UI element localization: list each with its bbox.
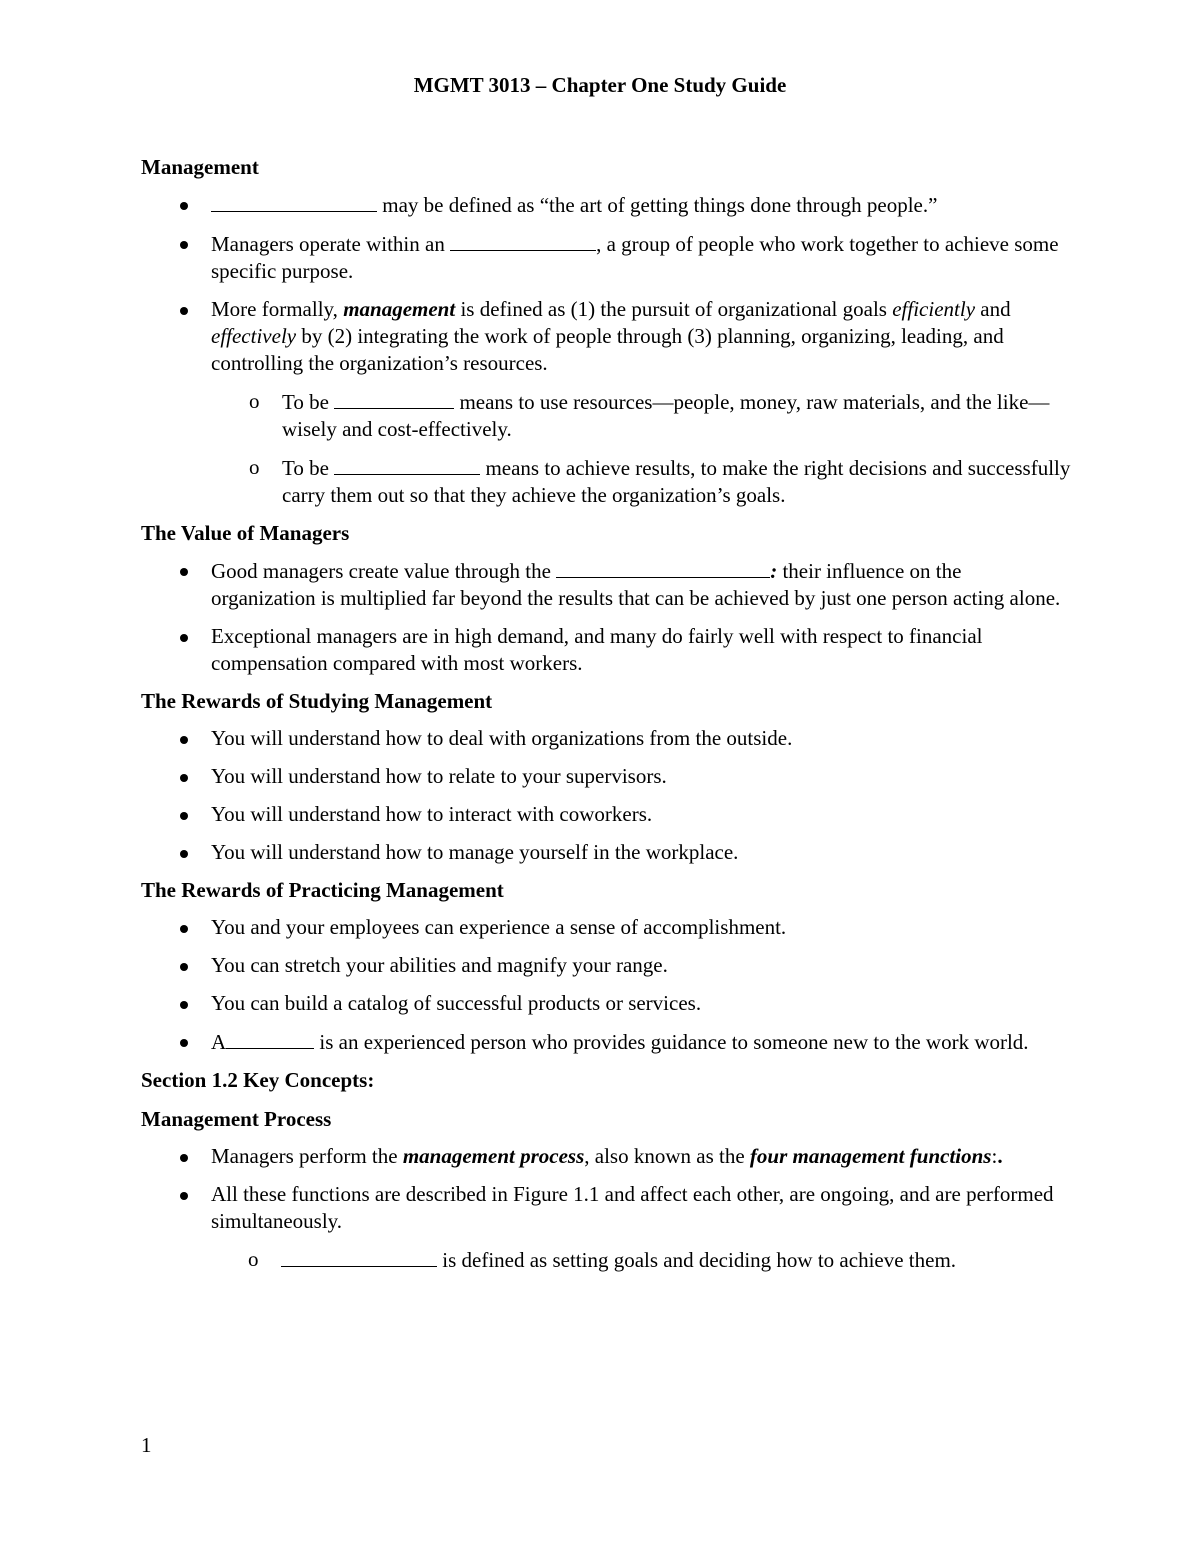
management-list [141,191,1071,509]
list-item: You will understand how to relate to your supervisors. [141,763,1071,790]
list-item: You will understand how to interact with coworkers. [141,801,1071,828]
list-item: You can build a catalog of successful products or services. [141,990,1071,1017]
list-item: You will understand how to manage yourself in the workplace. [141,839,1071,866]
document-title: MGMT 3013 – Chapter One Study Guide [413,73,787,97]
fill-in-blank [281,1246,437,1267]
list-item: Exceptional managers are in high demand, and many do fairly well with respect to financial compensation compared with most workers. [141,623,1071,677]
sub-list-item: o is defined as setting goals and deciding how to achieve them. [141,1246,1071,1274]
value-list [141,557,1071,677]
section-heading-process: Management Process [141,1107,332,1131]
list-item: You will understand how to deal with organizations from the outside. [141,725,1071,752]
studying-list [141,725,1071,866]
list-item: A is an experienced person who provides guidance to someone new to the work world. [141,1028,1071,1056]
section-heading-studying: The Rewards of Studying Management [141,689,493,713]
fill-in-blank [556,557,770,578]
practicing-list [141,914,1071,1056]
fill-in-blank [334,388,454,409]
list-item: Good managers create value through the : their influence on the organization is multiplied far beyond the results that can be achieved by just one person acting alone. [141,557,1071,612]
fill-in-blank [450,230,596,251]
sub-list-item: o To be means to use resources—people, money, raw materials, and the like—wisely and cost-effectively. [211,388,1071,443]
sub-list [211,388,1071,509]
sub-list [211,1246,1071,1274]
fill-in-blank [226,1028,314,1049]
list-item: may be defined as “the art of getting things done through people.” [141,191,1071,219]
page-number: 1 [141,1433,152,1457]
list-item: All these functions are described in Figure 1.1 and affect each other, are ongoing, and are performed simultaneously. o is defined as setting goals and deciding how to achieve them. [141,1181,1071,1274]
section-heading-value: The Value of Managers [141,521,350,545]
fill-in-blank [211,191,377,212]
section-heading-key-concepts: Section 1.2 Key Concepts: [141,1068,375,1092]
list-item: Managers operate within an , a group of people who work together to achieve some specific purpose. [141,230,1071,285]
section-heading-management: Management [141,155,259,179]
process-list [141,1143,1071,1274]
list-item: You and your employees can experience a sense of accomplishment. [141,914,1071,941]
section-heading-practicing: The Rewards of Practicing Management [141,878,504,902]
list-item: You can stretch your abilities and magnify your range. [141,952,1071,979]
document-body [141,154,1071,1285]
fill-in-blank [334,454,480,475]
sub-list-item: o To be means to achieve results, to make the right decisions and successfully carry them out so that they achieve the organization’s goals. [211,454,1071,509]
list-item: Managers perform the management process, also known as the four management functions:. [141,1143,1071,1170]
list-item: More formally, management is defined as (1) the pursuit of organizational goals efficiently and effectively by (2) integrating the work of people through (3) planning, organizing, leading, and controlling the organization’s resources. o To be means to use resources—people, money, raw materials, and the like—wisely and cost-effectively. o To be means to achieve results, to make the right decisions and successfully carry them out so that they achieve the organization’s goals. [141,296,1071,509]
